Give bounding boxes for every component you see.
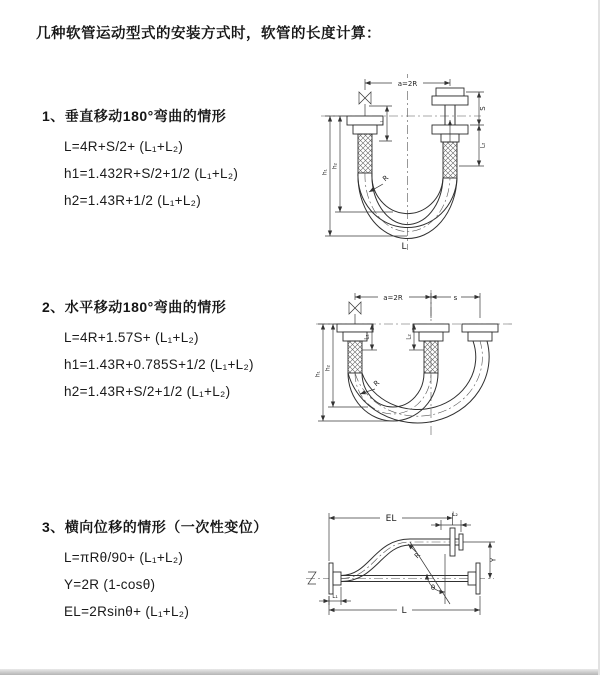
- dimension-l1: [319, 587, 351, 605]
- formula-line: L=4R+S/2+ (L₁+L₂): [64, 139, 184, 154]
- dim-label-l: L: [401, 606, 407, 616]
- dim-label-theta: θ: [430, 584, 436, 592]
- formula-line: L=4R+1.57S+ (L₁+L₂): [64, 330, 199, 345]
- braided-hose-left: [358, 134, 372, 173]
- dimension-s: [431, 292, 480, 302]
- section-3-heading: 3、横向位移的情形（一次性变位）: [42, 519, 268, 535]
- section-2-heading: 2、水平移动180°弯曲的情形: [42, 299, 227, 315]
- diagram-vertical-bend: [313, 68, 600, 256]
- diagram-lateral-displacement: [298, 498, 600, 650]
- dim-label-y: Y: [489, 557, 498, 563]
- dim-label-r: R: [381, 173, 391, 184]
- section-1: [42, 106, 238, 214]
- dim-label-h1: h₁: [322, 169, 329, 175]
- left-flange: [347, 116, 383, 134]
- centerlines: [316, 290, 512, 437]
- section-3: [42, 517, 268, 625]
- dim-label-s: s: [453, 294, 458, 302]
- formula-line: h2=1.43R+1/2 (L₁+L₂): [64, 193, 202, 208]
- right-flange: [462, 324, 498, 341]
- diagram-horizontal-bend: [310, 282, 600, 457]
- middle-flange: [413, 324, 449, 341]
- dimension-l: [329, 596, 480, 616]
- section-1-heading: 1、垂直移动180°弯曲的情形: [42, 108, 227, 124]
- dim-label-s: S: [479, 106, 487, 111]
- right-lower-flange: [468, 563, 480, 594]
- left-flange: [329, 563, 341, 594]
- formula-line: h1=1.43R+0.785S+1/2 (L₁+L₂): [64, 357, 254, 372]
- axis-marker: [308, 572, 316, 584]
- formula-line: h1=1.432R+S/2+1/2 (L₁+L₂): [64, 166, 239, 181]
- dimension-el: [329, 511, 453, 561]
- dim-label-a2r: a=2R: [383, 294, 403, 302]
- valve-icon: [359, 92, 371, 116]
- dimension-a2r: [355, 292, 480, 318]
- dim-label-l1: L₁: [332, 594, 338, 600]
- formula-line: L=πRθ/90+ (L₁+L₂): [64, 550, 184, 565]
- braided-hose-right: [443, 142, 457, 178]
- section-2: [42, 297, 254, 405]
- page-title: 几种软管运动型式的安装方式时，软管的长度计算：: [36, 26, 381, 42]
- scan-edge-bottom: [0, 669, 600, 675]
- hose-u-arcs: [348, 341, 489, 423]
- valve-icon: [349, 302, 361, 324]
- dim-label-h2: h₂: [325, 365, 332, 371]
- formula-line: h2=1.43R+S/2+1/2 (L₁+L₂): [64, 384, 231, 399]
- formula-line: EL=2Rsinθ+ (L₁+L₂): [64, 604, 190, 619]
- dim-label-l1: L₁: [364, 334, 371, 340]
- dim-label-h2: h₂: [332, 163, 339, 169]
- dim-label-el: EL: [385, 514, 397, 524]
- dim-label-l: L: [401, 242, 407, 252]
- dimension-s: [466, 92, 487, 125]
- dim-label-h1: h₁: [315, 371, 322, 377]
- braided-hose-left: [348, 341, 362, 373]
- angle-theta: [410, 542, 450, 604]
- formula-line: Y=2R (1-cosθ): [64, 577, 156, 592]
- dim-label-l1: L₁: [379, 120, 385, 126]
- braided-hose-middle: [424, 341, 438, 373]
- dim-label-l2: L₂: [452, 512, 458, 518]
- dim-label-a2r: a=2R: [397, 80, 418, 88]
- dim-label-r: R: [372, 378, 382, 389]
- dim-label-l2: L₂: [480, 142, 487, 149]
- dim-label-l2: L₂: [406, 334, 413, 340]
- dim-label-r: R: [413, 551, 423, 561]
